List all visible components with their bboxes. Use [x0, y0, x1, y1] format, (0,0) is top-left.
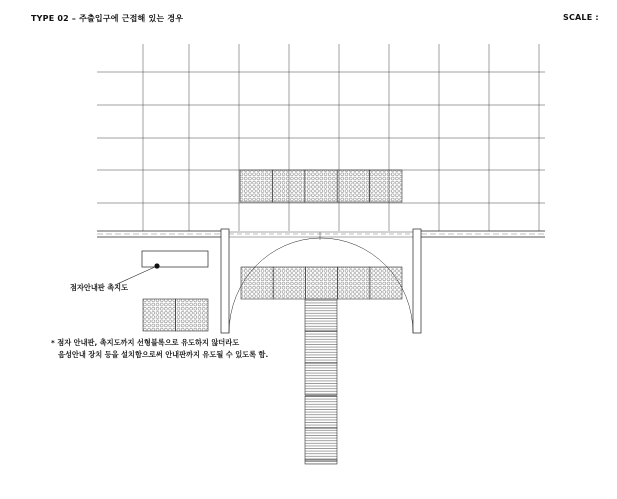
dot-block [272, 170, 304, 202]
dot-block [370, 267, 402, 299]
linear-guide-blocks [305, 299, 337, 464]
scale-label: SCALE : [563, 13, 599, 22]
dot-block [337, 170, 369, 202]
dot-block [176, 299, 209, 331]
linear-block [305, 299, 337, 331]
note-line-2: 음성안내 장치 등을 설치함으로써 안내판까지 유도될 수 있도록 함. [58, 350, 269, 359]
linear-block [305, 396, 337, 428]
dot-block [370, 170, 402, 202]
callout-dot [154, 263, 159, 268]
linear-block [305, 428, 337, 460]
warning-dot-blocks-map [143, 299, 208, 331]
drawing-title: TYPE 02 – 주출입구에 근접해 있는 경우 [31, 14, 184, 23]
tactile-map-label: 점자안내판 촉지도 [70, 283, 129, 292]
linear-block [305, 331, 337, 363]
note-line-1: * 점자 안내판, 촉지도까지 선형블록으로 유도하지 않더라도 [51, 338, 240, 347]
dot-block [305, 170, 337, 202]
dot-block [143, 299, 176, 331]
dot-block [273, 267, 305, 299]
dot-block [241, 267, 273, 299]
warning-dot-blocks-lower [241, 267, 402, 299]
linear-block [305, 363, 337, 395]
dot-block [240, 170, 272, 202]
tactile-map-rect [142, 251, 208, 267]
dot-block [338, 267, 370, 299]
linear-block [305, 460, 337, 464]
floor-tile-grid [97, 44, 545, 231]
tactile-map-board [115, 251, 208, 285]
warning-dot-blocks-upper [240, 170, 402, 202]
dot-block [305, 267, 337, 299]
